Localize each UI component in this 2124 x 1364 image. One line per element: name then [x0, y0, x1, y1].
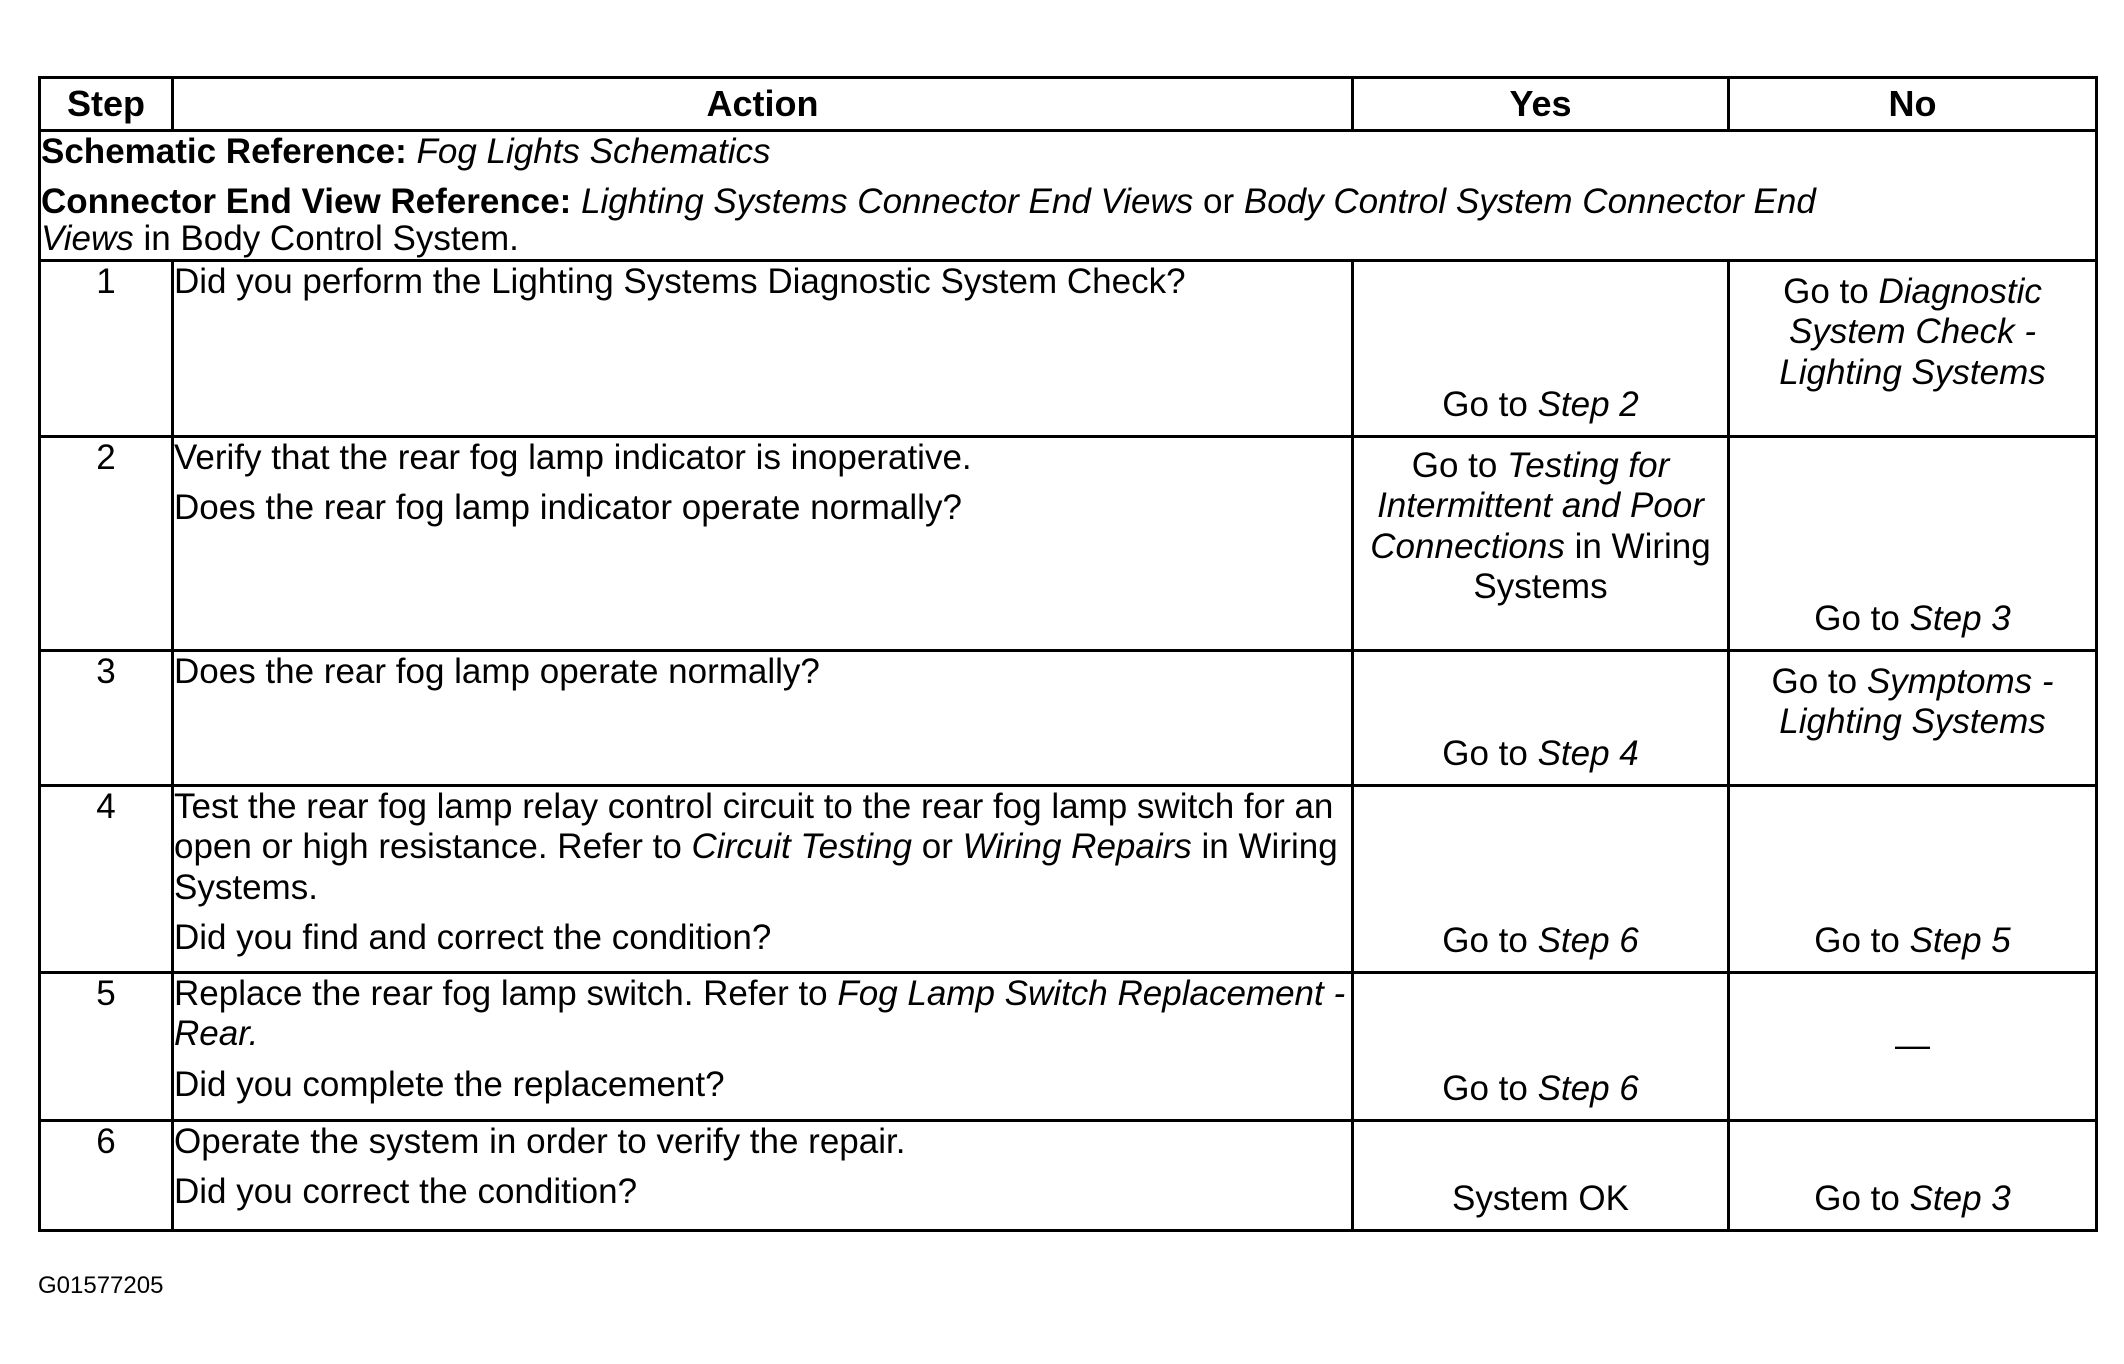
figure-code: G01577205	[38, 1272, 164, 1299]
yes-link[interactable]: Step 4	[1537, 733, 1639, 773]
action-question: Did you find and correct the condition?	[174, 917, 772, 957]
action-question: Does the rear fog lamp indicator operate normally?	[174, 488, 962, 528]
action-cell	[173, 437, 1353, 651]
no-result	[1730, 921, 2095, 971]
table-row	[40, 651, 2097, 786]
yes-prefix: Go to	[1442, 733, 1528, 773]
circuit-testing-link[interactable]: Circuit Testing	[691, 827, 912, 867]
connector-suffix: in Body Control System.	[143, 219, 519, 258]
yes-result	[1354, 921, 1727, 971]
no-link[interactable]: Step 3	[1909, 598, 2011, 638]
yes-prefix: Go to	[1442, 920, 1528, 960]
diagnostic-table	[38, 76, 2098, 1232]
action-question: Did you correct the condition?	[174, 1172, 638, 1212]
no-cell	[1729, 261, 2097, 437]
no-prefix: Go to	[1783, 272, 1869, 311]
step-number: 6	[40, 1121, 173, 1231]
action-text: Does the rear fog lamp operate normally?	[174, 652, 820, 691]
action-text	[174, 787, 1351, 908]
yes-cell	[1353, 1121, 1729, 1231]
connector-reference	[41, 184, 1901, 258]
yes-cell	[1353, 786, 1729, 973]
yes-link[interactable]: Step 2	[1537, 384, 1639, 424]
action-cell	[173, 786, 1353, 973]
header-yes: Yes	[1353, 78, 1729, 131]
yes-prefix: Go to	[1442, 1068, 1528, 1108]
action-cell	[173, 973, 1353, 1121]
schematic-reference	[41, 132, 2095, 172]
no-link[interactable]: Diagnostic System Check - Lighting Systems	[1779, 272, 2046, 392]
no-prefix: Go to	[1814, 598, 1900, 638]
table-row	[40, 437, 2097, 651]
no-link[interactable]: Step 3	[1909, 1178, 2011, 1218]
table-row	[40, 973, 2097, 1121]
no-cell	[1729, 437, 2097, 651]
schematic-label: Schematic Reference:	[41, 132, 407, 171]
connector-label: Connector End View Reference:	[41, 182, 572, 222]
action-text	[174, 974, 1351, 1055]
connector-or: or	[1202, 182, 1235, 222]
no-result-dash: —	[1895, 1026, 1930, 1066]
yes-prefix: Go to	[1411, 446, 1498, 485]
yes-cell	[1353, 973, 1729, 1121]
action-suffix: in Wiring Systems.	[174, 827, 1338, 907]
yes-result	[1354, 385, 1727, 435]
action-cell	[173, 261, 1353, 437]
table-row	[40, 1121, 2097, 1231]
header-action: Action	[173, 78, 1353, 131]
action-or: or	[921, 827, 953, 867]
yes-cell	[1353, 651, 1729, 786]
connector-link-body-control[interactable]: Body Control System Connector End Views	[41, 182, 1816, 258]
no-result	[1730, 599, 2095, 649]
action-text: Did you perform the Lighting Systems Diagnostic System Check?	[174, 262, 1186, 301]
action-text-part: Replace the rear fog lamp switch. Refer to	[174, 974, 828, 1013]
no-prefix: Go to	[1814, 1178, 1900, 1218]
step-number: 3	[40, 651, 173, 786]
fog-lamp-switch-replacement-link[interactable]: Fog Lamp Switch Replacement - Rear.	[174, 974, 1346, 1054]
no-link[interactable]: Symptoms - Lighting Systems	[1779, 662, 2054, 742]
no-cell	[1729, 786, 2097, 973]
step-number: 2	[40, 437, 173, 651]
no-result	[1730, 262, 2095, 393]
action-question: Did you complete the replacement?	[174, 1064, 725, 1104]
no-prefix: Go to	[1814, 920, 1900, 960]
no-result	[1730, 1179, 2095, 1229]
yes-result: System OK	[1452, 1178, 1629, 1218]
reference-row	[40, 131, 2097, 261]
no-cell	[1729, 973, 2097, 1121]
schematic-link[interactable]: Fog Lights Schematics	[416, 132, 771, 171]
yes-link[interactable]: Step 6	[1537, 1068, 1639, 1108]
yes-cell	[1353, 437, 1729, 651]
action-cell	[173, 651, 1353, 786]
action-text: Operate the system in order to verify the repair.	[174, 1122, 906, 1161]
no-cell	[1729, 1121, 2097, 1231]
no-result	[1730, 652, 2095, 743]
action-text: Verify that the rear fog lamp indicator is inoperative.	[174, 438, 972, 477]
yes-link[interactable]: Step 6	[1537, 920, 1639, 960]
wiring-repairs-link[interactable]: Wiring Repairs	[962, 827, 1192, 867]
table-row	[40, 261, 2097, 437]
yes-suffix: in Wiring Systems	[1473, 526, 1711, 606]
yes-result	[1354, 734, 1727, 784]
header-step: Step	[40, 78, 173, 131]
yes-link[interactable]: Testing for Intermittent and Poor Connections	[1370, 446, 1704, 566]
yes-result	[1354, 438, 1727, 607]
header-no: No	[1729, 78, 2097, 131]
header-row	[40, 78, 2097, 131]
step-number: 4	[40, 786, 173, 973]
step-number: 5	[40, 973, 173, 1121]
no-link[interactable]: Step 5	[1909, 920, 2011, 960]
no-cell	[1729, 651, 2097, 786]
no-prefix: Go to	[1771, 662, 1858, 701]
action-text-part: Test the rear fog lamp relay control circuit to the rear fog lamp switch for an open or high resistance. Refer to	[174, 787, 1334, 867]
yes-prefix: Go to	[1442, 384, 1528, 424]
table-row	[40, 786, 2097, 973]
yes-result	[1354, 1069, 1727, 1119]
yes-cell	[1353, 261, 1729, 437]
reference-cell	[40, 131, 2097, 261]
diagnostic-document	[38, 76, 2095, 1232]
step-number: 1	[40, 261, 173, 437]
action-cell	[173, 1121, 1353, 1231]
connector-link-lighting[interactable]: Lighting Systems Connector End Views	[581, 182, 1194, 222]
